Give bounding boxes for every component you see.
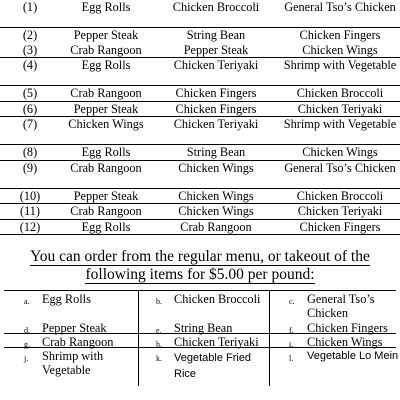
combo-number: (12) [0, 219, 60, 235]
item-name: Chicken Teriyaki [174, 335, 259, 349]
combo-item: Egg Rolls [60, 58, 152, 86]
combo-item: Chicken Wings [280, 43, 400, 58]
combo-item: General Tso’s Chicken [280, 160, 400, 188]
combo-row [0, 28, 400, 43]
combo-number: (2) [22, 28, 38, 42]
heading-line-2: following items for $5.00 per pound: [85, 266, 315, 283]
item-letter: b. [156, 297, 162, 306]
combo-item: Shrimp with Vegetable [280, 58, 400, 86]
combo-item: Egg Rolls [60, 219, 152, 235]
combo-item: Crab Rangoon [60, 43, 152, 58]
combo-number: (1) [0, 0, 60, 28]
combo-number: (10) [0, 188, 60, 204]
combo-number: (3) [0, 43, 60, 58]
item-letter: e. [156, 326, 162, 335]
combo-item: Chicken Broccoli [280, 188, 400, 204]
item-name: Egg Rolls [42, 292, 91, 306]
item-name: Chicken Wings [307, 335, 383, 349]
combo-item: Crab Rangoon [60, 160, 152, 188]
combo-item: Chicken Fingers [299, 28, 381, 42]
combo-row [0, 117, 400, 145]
combo-number: (7) [0, 117, 60, 145]
combo-item: Crab Rangoon [152, 219, 280, 235]
combo-item: Chicken Fingers [152, 86, 280, 102]
combo-item: General Tso’s Chicken [280, 0, 400, 28]
item-letter: j. [24, 354, 29, 363]
per-pound-item-grid [4, 290, 399, 386]
item-letter: i. [289, 340, 294, 349]
item-letter: c. [289, 297, 295, 306]
combo-row [0, 219, 400, 235]
combo-item: Pepper Steak [73, 28, 139, 42]
combo-number: (5) [0, 86, 60, 102]
item-name: Pepper Steak [42, 321, 107, 335]
item-letter: d. [24, 326, 30, 335]
combo-item: Chicken Wings [280, 145, 400, 161]
item-letter: f. [289, 326, 294, 335]
combo-item: Shrimp with Vegetable [280, 117, 400, 145]
item-letter: a. [24, 297, 30, 306]
combo-row [0, 86, 400, 102]
combo-item: Chicken Fingers [280, 219, 400, 235]
item-name: String Bean [174, 321, 233, 335]
combo-item: Chicken Teriyaki [280, 101, 400, 117]
item-letter: l. [289, 354, 294, 363]
combo-row [0, 204, 400, 220]
combo-item: Egg Rolls [60, 0, 152, 28]
combo-item: Egg Rolls [60, 145, 152, 161]
combo-row [0, 58, 400, 86]
grid-column-divider [138, 290, 139, 386]
combo-item: String Bean [186, 28, 246, 42]
combo-row [0, 43, 400, 58]
combo-item: Chicken Wings [60, 117, 152, 145]
combo-number: (9) [0, 160, 60, 188]
combo-item: Chicken Teriyaki [152, 117, 280, 145]
combo-row [0, 160, 400, 188]
combo-row [0, 145, 400, 161]
item-name: General Tso’s Chicken [307, 292, 375, 320]
combo-item: Pepper Steak [152, 43, 280, 58]
item-name: Chicken Fingers [307, 321, 388, 335]
combo-number: (11) [0, 204, 60, 220]
combo-row [0, 0, 400, 28]
combo-item: Pepper Steak [60, 101, 152, 117]
item-letter: h. [156, 340, 162, 349]
item-letter: g. [24, 340, 30, 349]
combo-item: Crab Rangoon [60, 204, 152, 220]
item-letter: k. [156, 354, 162, 363]
item-name: Crab Rangoon [42, 335, 114, 349]
combo-item: Chicken Wings [152, 204, 280, 220]
combo-number: (4) [0, 58, 60, 86]
per-pound-heading [0, 248, 400, 284]
grid-top-rule [4, 290, 396, 291]
combo-item: Chicken Broccoli [152, 0, 280, 28]
heading-line-1: You can order from the regular menu, or takeout of the [30, 248, 370, 265]
combo-number: (6) [0, 101, 60, 117]
grid-column-divider [269, 290, 270, 386]
combo-item: Chicken Teriyaki [152, 58, 280, 86]
combo-row [0, 188, 400, 204]
combo-item: Chicken Broccoli [280, 86, 400, 102]
combo-number: (8) [0, 145, 60, 161]
combo-item: Chicken Fingers [152, 101, 280, 117]
combo-item: Pepper Steak [60, 188, 152, 204]
item-name: Vegetable Lo Mein [307, 350, 399, 362]
combo-item: Chicken Teriyaki [280, 204, 400, 220]
item-name: Vegetable Fried Rice [174, 352, 252, 380]
item-name: Shrimp with Vegetable [42, 349, 104, 377]
item-name: Chicken Broccoli [174, 292, 261, 306]
combo-item: Chicken Wings [152, 160, 280, 188]
combo-row [0, 101, 400, 117]
combo-item: String Bean [152, 145, 280, 161]
combo-item: Crab Rangoon [60, 86, 152, 102]
combo-item: Chicken Wings [152, 188, 280, 204]
